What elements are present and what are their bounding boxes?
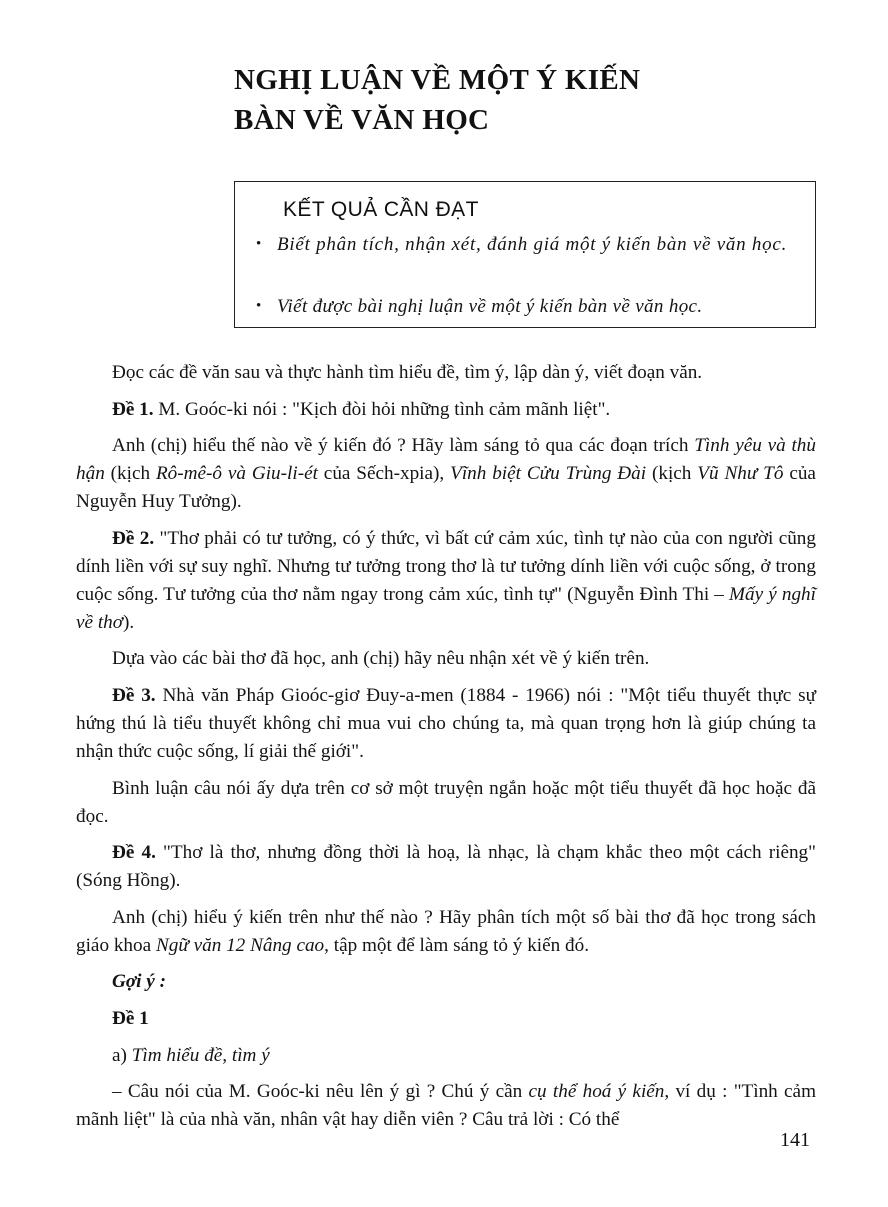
de4-question xyxy=(76,904,816,960)
text-run: (kịch xyxy=(104,463,156,485)
objective-item xyxy=(255,230,797,259)
de1-label: Đề 1. xyxy=(112,398,154,420)
de4-label: Đề 4. xyxy=(112,842,156,864)
text-run: Anh (chị) hiểu thế nào về ý kiến đó ? Hãy làm sáng tỏ qua các đoạn trích xyxy=(112,435,695,457)
hint-subheading xyxy=(76,1042,816,1070)
text-run: – Câu nói của M. Goóc-ki nêu lên ý gì ? Chú ý cần xyxy=(112,1081,529,1103)
hint-de1-heading: Đề 1 xyxy=(112,1007,149,1029)
work-title: Vĩnh biệt Cửu Trùng Đài xyxy=(450,463,647,485)
text-run: "Thơ là thơ, nhưng đồng thời là hoạ, là nhạc, là chạm khắc theo một cách riêng" (Sóng Hồng). xyxy=(76,842,816,892)
de3-prompt xyxy=(76,682,816,766)
learning-outcomes-heading: KẾT QUẢ CẦN ĐẠT xyxy=(283,198,479,221)
objective-text: Biết phân tích, nhận xét, đánh giá một ý kiến bàn về văn học. xyxy=(277,234,788,255)
text-run: Nhà văn Pháp Gioóc-giơ Đuy-a-men (1884 - 1966) nói : "Một tiểu thuyết thực sự hứng thú là tiểu thuyết không chỉ mua vui cho chúng ta, mà quan trọng hơn là giúp chúng ta nhận thức cuộc sống, lí giải thế giới". xyxy=(76,684,817,762)
objective-text: Viết được bài nghị luận về một ý kiến bàn về văn học. xyxy=(277,296,703,317)
work-title: Rô-mê-ô và Giu-li-ét xyxy=(155,463,318,485)
emphasis-text: cụ thể hoá ý kiến xyxy=(528,1081,665,1103)
text-run: a) xyxy=(112,1044,132,1066)
work-title: Vũ Như Tô xyxy=(697,463,784,485)
subheading-label: Tìm hiểu đề, tìm ý xyxy=(131,1044,270,1066)
de2-prompt xyxy=(76,525,816,637)
title-line-2: BÀN VỀ VĂN HỌC xyxy=(234,104,490,136)
de3-label: Đề 3. xyxy=(112,684,156,706)
de4-prompt xyxy=(76,839,816,895)
main-content xyxy=(76,359,816,1143)
text-run: "Thơ phải có tư tưởng, có ý thức, vì bất cứ cảm xúc, tình tự nào của con người cũng dính liền với sự suy nghĩ. Nhưng tư tưởng trong thơ là tư tưởng dính liền với cuộc sống, ở trong cuộc sống. Tư tưởng của thơ nằm ngay trong cảm xúc, tình tự" (Nguyễn Đình Thi – xyxy=(76,527,816,605)
de1-question xyxy=(76,432,816,516)
de1-prompt xyxy=(76,396,816,424)
text-run: ). xyxy=(123,611,135,633)
text-run: (kịch xyxy=(646,463,698,485)
text-run: Anh (chị) hiểu ý kiến trên như thế nào ? Hãy phân tích một số bài thơ đã học trong sách giáo khoa xyxy=(76,906,816,956)
source-title: Mấy ý nghĩ về thơ xyxy=(76,583,816,633)
text-run: , tập một để làm sáng tỏ ý kiến đó. xyxy=(324,934,590,956)
hint-paragraph xyxy=(76,1078,816,1134)
work-title: Tình yêu và thù hận xyxy=(76,435,816,485)
de1-text: M. Goóc-ki nói : "Kịch đòi hỏi những tình cảm mãnh liệt". xyxy=(153,398,611,420)
de3-question: Bình luận câu nói ấy dựa trên cơ sở một truyện ngắn hoặc một tiểu thuyết đã học hoặc đã đọc. xyxy=(76,777,816,827)
learning-outcomes-box xyxy=(234,181,816,328)
objective-item xyxy=(255,292,797,321)
book-title: Ngữ văn 12 Nâng cao xyxy=(155,934,325,956)
hint-heading: Gợi ý : xyxy=(112,971,166,993)
title-line-1: NGHỊ LUẬN VỀ MỘT Ý KIẾN xyxy=(234,64,641,96)
de2-question: Dựa vào các bài thơ đã học, anh (chị) hãy nêu nhận xét về ý kiến trên. xyxy=(112,648,650,670)
page-title xyxy=(234,60,640,140)
intro-paragraph: Đọc các đề văn sau và thực hành tìm hiểu đề, tìm ý, lập dàn ý, viết đoạn văn. xyxy=(112,362,703,383)
bullet-icon: • xyxy=(256,298,262,314)
text-run: , ví dụ : "Tình cảm mãnh liệt" là của nhà văn, nhân vật hay diễn viên ? Câu trả lời : Có thể xyxy=(76,1081,816,1131)
bullet-icon: • xyxy=(256,236,263,252)
text-run: của Sếch-xpia), xyxy=(317,463,451,485)
de2-label: Đề 2. xyxy=(112,527,155,549)
text-run: của Nguyễn Huy Tưởng). xyxy=(76,463,816,513)
page-number: 141 xyxy=(780,1129,810,1151)
